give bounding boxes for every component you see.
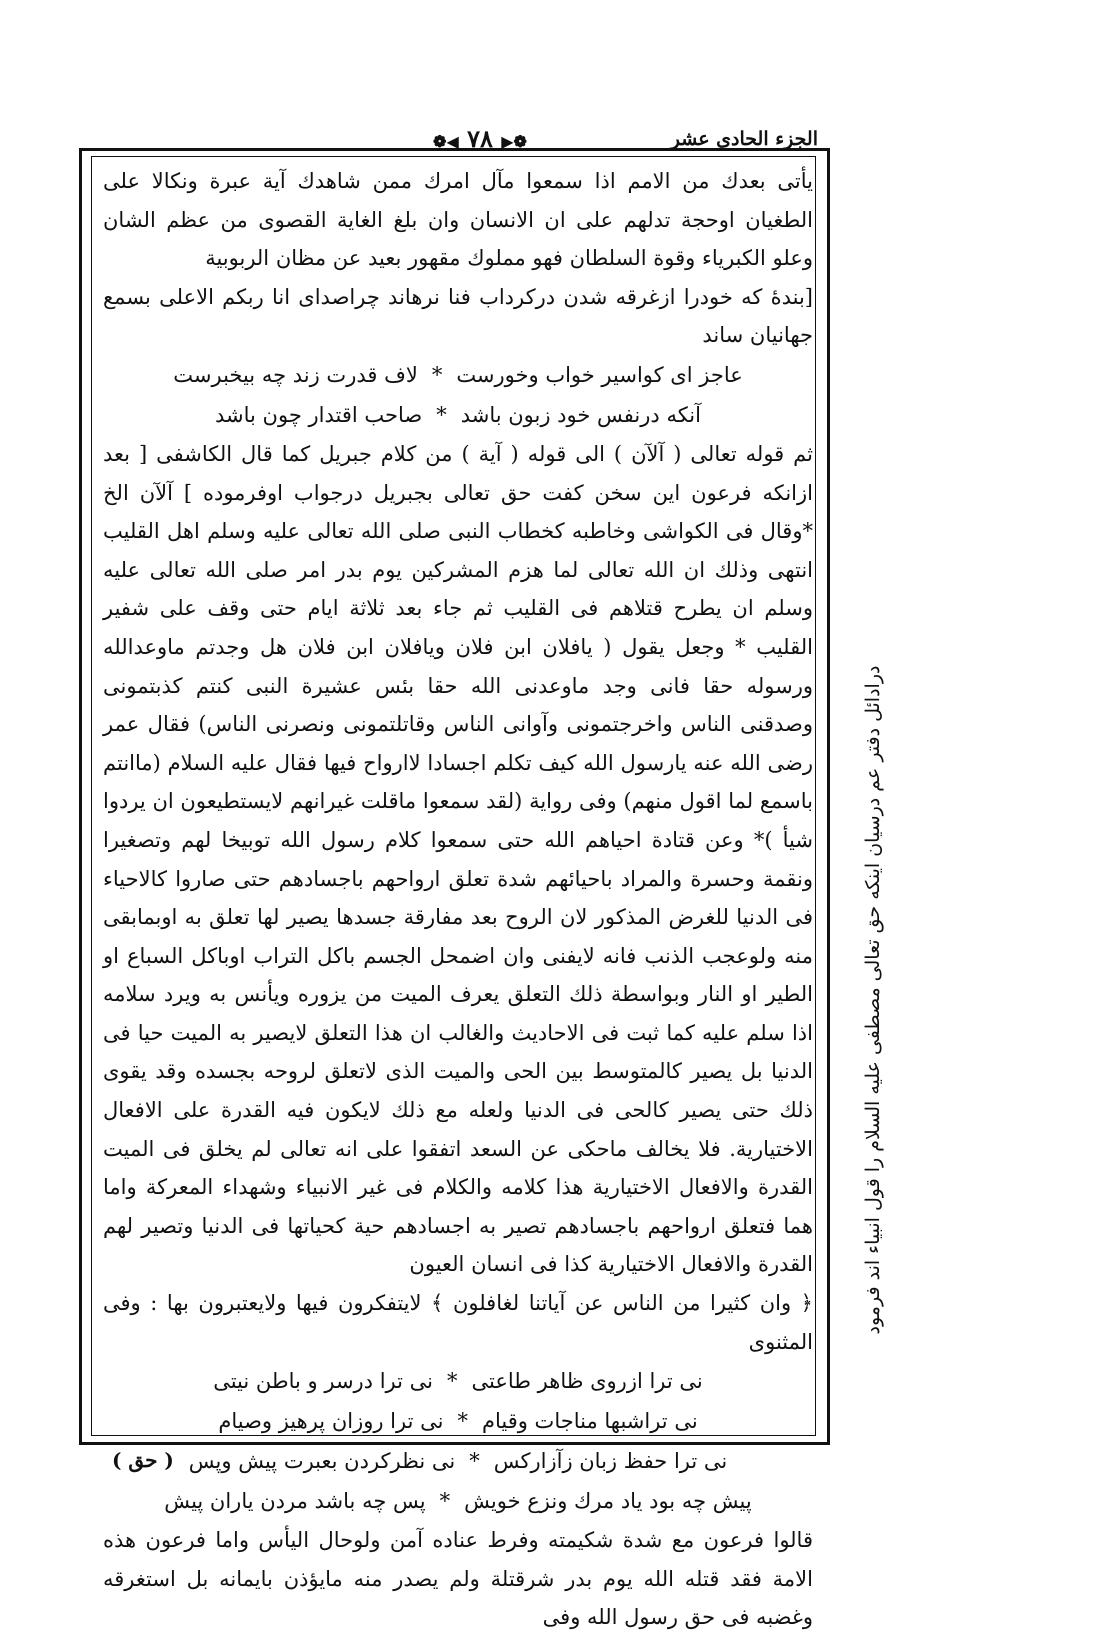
hemistich: نى نظركردن بعبرت پيش وپس [188,1449,456,1474]
hemistich: پيش چه بود ياد مرك ونزع خويش [464,1489,752,1514]
margin-note: درادائل دفتر عم درسيان اينكه حق تعالى مصطفى عليه السلام را قول انبياء اند فرمود [862,665,884,1335]
running-title: الجزء الحادى عشر [670,128,818,150]
verse-separator: * [457,1409,468,1434]
page-number: ٧٨ [467,124,493,153]
ornament-right: ❁▶ [501,132,527,151]
main-text-block [103,162,813,1637]
verse-separator: * [436,402,447,427]
hemistich: آنكه درنفس خود زبون باشد [460,402,701,427]
verse-line [103,1361,813,1401]
verse-separator: * [431,362,443,387]
hemistich: پس چه باشد مردن ياران پيش [164,1489,426,1514]
verse-line [103,395,813,435]
verse-line [103,355,813,395]
verse-separator: * [439,1489,451,1514]
paragraph: يأتى بعدك من الامم اذا سمعوا مآل امرك ممن شاهدك آية عبرة ونكالا على الطغيان اوحجة تدلهم على ان الانسان وان بلغ الغاية القصوى من عظم الشان وعلو الكبرياء وقوة السلطان فهو مملوك مقهور بعيد عن مظان الربوبية [103,169,813,271]
hemistich: نى ترا حفظ زبان زآزاركس [493,1449,728,1474]
hemistich: عاجز اى كواسير خواب وخورست [456,362,743,387]
ornament-left: ◀❁ [433,132,459,151]
verse-line [103,1481,813,1521]
paragraph: [بندهٔ كه خودرا ازغرقه شدن دركرداب فنا نرهاند چراصداى انا ربكم الاعلى بسمع جهانيان ساند [103,284,813,348]
verse-separator: * [469,1449,480,1474]
hemistich: نى ترا ازروى ظاهر طاعتى [471,1369,703,1394]
catchword: ( حق ) [112,1448,174,1472]
paragraph: ﴿ وان كثيرا من الناس عن آياتنا لغافلون ﴾ لايتفكرون فيها ولايعتبرون بها : وفى المثنوى [103,1291,813,1354]
hemistich: نى ترا درسر و باطن نيتى [213,1369,433,1394]
paragraph: ثم قوله تعالى ( آلآن ) الى قوله ( آية ) من كلام جبريل كما قال الكاشفى [ بعد ازانكه فرعون اين سخن كفت حق تعالى بجبريل درجواب اوفرموده ] آلآن الخ *وقال فى الكواشى وخاطبه كخطاب النبى صلى الله تعالى عليه وسلم اهل القليب انتهى وذلك ان الله تعالى لما هزم المشركين يوم بدر امر صلى الله تعالى عليه وسلم ان يطرح قتلاهم فى القليب ثم جاء بعد ثلاثة ايام حتى وقف على شفير القليب * وجعل يقول ( يافلان ابن فلان ويافلان ابن فلان هل وجدتم ماوعدالله ورسوله حقا فانى وجد ماوعدنى الله حقا بئس عشيرة النبى كنتم كذبتمونى وصدقنى الناس واخرجتمونى وآوانى الناس وقاتلتمونى ونصرنى الناس) فقال عمر رضى الله عنه يارسول الله كيف تكلم اجسادا لاارواح فيها فقال عليه السلام (ماانتم باسمع لما اقول منهم) وفى رواية (لقد سمعوا ماقلت غيرانهم لايستطيعون ان يردوا شيأ )* وعن قتادة احياهم الله حتى سمعوا كلام رسول الله توبيخا لهم وتصغيرا ونقمة وحسرة والمراد باحيائهم شدة تعلق ارواحهم باجسادهم حتى صاروا كالاحياء فى الدنيا للغرض المذكور لان الروح بعد مفارقة جسدها يصير لها تعلق به اوبمابقى منه ولوعجب الذنب فانه لايفنى وان اضمحل الجسم باكل التراب اوباكل السباع او الطير او النار وبواسطة ذلك التعلق يعرف الميت من يزوره ويأنس به ويرد سلامه اذا سلم عليه كما ثبت فى الاحاديث والغالب ان هذا التعلق لايصير به الميت حيا فى الدنيا بل يصير كالمتوسط بين الحى والميت الذى لاتعلق لروحه بجسده وقد يقوى ذلك حتى يصير كالحى فى الدنيا ولعله مع ذلك لايكون فيه القدرة على الافعال الاختيارية. فلا يخالف ماحكى عن السعد اتفقوا على انه تعالى لم يخلق فى الميت القدرة والافعال الاختيارية هذا كلامه والكلام فى غير الانبياء وشهداء المعركة واما هما فتعلق ارواحهم باجسادهم تصير به اجسادهم حية كحياتها فى الدنيا وتصير لهم القدرة والافعال الاختيارية كذا فى انسان العيون [103,441,813,1277]
hemistich: نى تراشبها مناجات وقيام [481,1409,698,1434]
paragraph: قالوا فرعون مع شدة شكيمته وفرط عناده آمن ولوحال اليأس واما فرعون هذه الامة فقد قتله الله يوم بدر شرقتلة ولم يصدر منه مايؤذن بايمانه بل استغرقه وغضبه فى حق رسول الله وفى [103,1528,813,1630]
hemistich: نى ترا روزان پرهيز وصيام [218,1409,444,1434]
hemistich: لاف قدرت زند چه بيخبرست [173,362,418,387]
verse-separator: * [447,1369,458,1394]
hemistich: صاحب اقتدار چون باشد [215,402,423,427]
verse-line [103,1401,813,1441]
verse-line [103,1441,813,1481]
